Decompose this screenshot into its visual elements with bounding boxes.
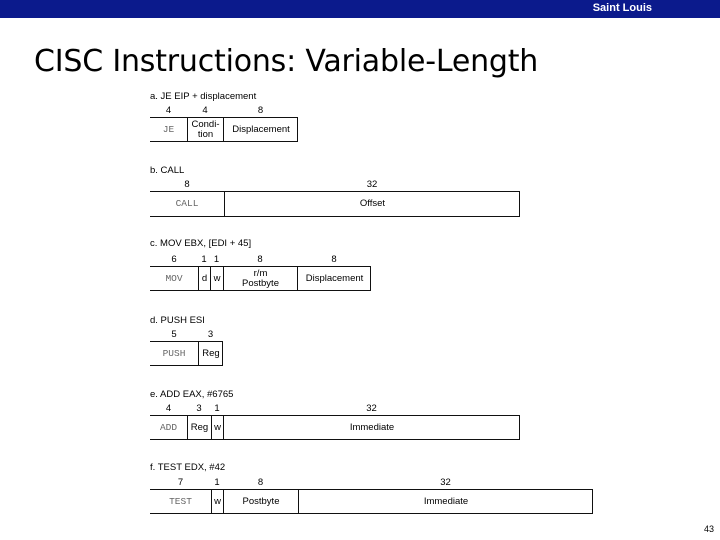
- slide-title: CISC Instructions: Variable-Length: [34, 44, 539, 79]
- instruction-format-box: [150, 191, 520, 217]
- instruction-field: r/m Postbyte: [223, 267, 297, 290]
- bit-width-label: 8: [257, 254, 263, 265]
- bit-width-label: 8: [257, 477, 264, 488]
- instruction-format-box: [150, 266, 371, 291]
- opcode-field: MOV: [165, 272, 183, 284]
- instruction-format-box: [150, 341, 223, 366]
- opcode-field: PUSH: [162, 347, 186, 359]
- instruction-field: d: [198, 267, 210, 290]
- bit-width-label: 3: [207, 329, 214, 340]
- instruction-field: w: [211, 490, 223, 513]
- format-caption: c. MOV EBX, [EDI + 45]: [150, 238, 252, 249]
- instruction-field: Reg: [187, 416, 211, 439]
- instruction-format-box: [150, 489, 593, 514]
- format-caption: b. CALL: [150, 165, 185, 176]
- format-caption: f. TEST EDX, #42: [150, 462, 226, 473]
- instruction-format-box: [150, 415, 520, 440]
- bit-width-label: 5: [171, 329, 177, 340]
- bit-width-label: 7: [177, 477, 184, 488]
- instruction-field: Reg: [198, 342, 223, 365]
- header-bar: [0, 0, 720, 18]
- instruction-field: Condi- tion: [187, 118, 223, 141]
- instruction-field: Immediate: [298, 490, 593, 513]
- bit-width-label: 1: [201, 254, 207, 265]
- bit-width-label: 1: [213, 254, 220, 265]
- instruction-field: Immediate: [223, 416, 520, 439]
- org-name: Saint Louis: [592, 2, 652, 14]
- instruction-field: Offset: [224, 192, 520, 216]
- instruction-field: w: [211, 416, 223, 439]
- format-caption: a. JE EIP + displacement: [150, 91, 257, 102]
- bit-width-label: 4: [165, 403, 172, 414]
- bit-width-label: 3: [196, 403, 202, 414]
- opcode-field: ADD: [159, 421, 178, 433]
- bit-width-label: 8: [184, 179, 190, 190]
- opcode-field: TEST: [169, 495, 192, 507]
- opcode-field: CALL: [175, 198, 199, 209]
- instruction-format-box: [150, 117, 298, 142]
- format-caption: e. ADD EAX, #6765: [150, 389, 234, 400]
- instruction-field: Displacement: [297, 267, 371, 290]
- bit-width-label: 4: [165, 105, 172, 116]
- bit-width-label: 32: [366, 179, 378, 190]
- instruction-field: Postbyte: [223, 490, 298, 513]
- bit-width-label: 4: [202, 105, 208, 116]
- bit-width-label: 32: [366, 403, 377, 414]
- format-caption: d. PUSH ESI: [150, 315, 205, 326]
- instruction-field: w: [210, 267, 223, 290]
- bit-width-label: 1: [214, 477, 220, 488]
- bit-width-label: 8: [331, 254, 337, 265]
- bit-width-label: 32: [440, 477, 451, 488]
- bit-width-label: 8: [257, 105, 264, 116]
- bit-width-label: 6: [171, 254, 177, 265]
- instruction-field: Displacement: [223, 118, 298, 141]
- opcode-field: JE: [162, 123, 175, 135]
- page-number: 43: [703, 524, 714, 534]
- bit-width-label: 1: [214, 403, 220, 414]
